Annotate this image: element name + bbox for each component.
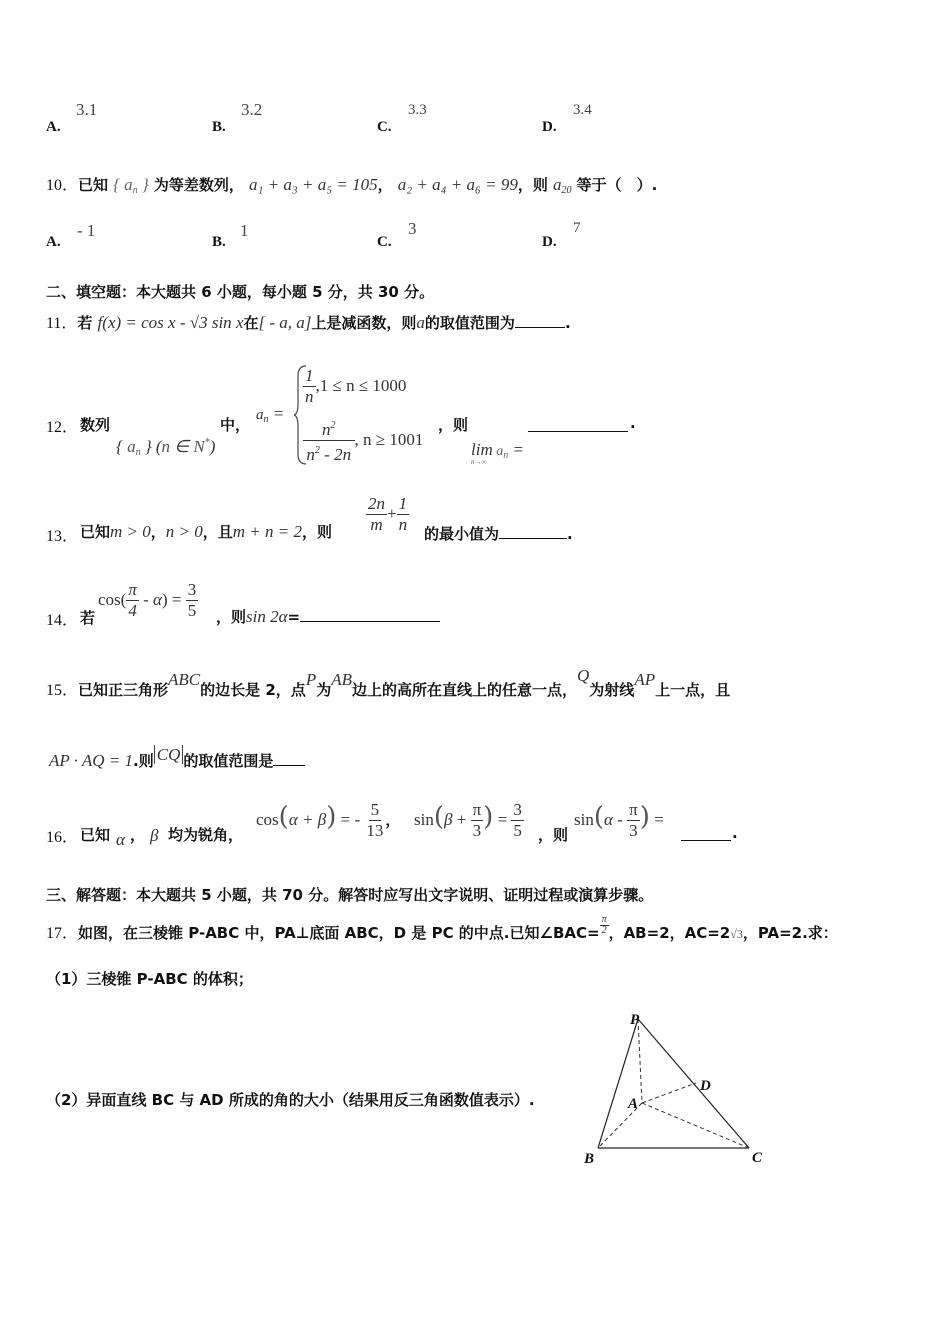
q16-text-1: 已知 — [80, 826, 111, 844]
q13-expression: $\frac{2n}{m}$ + $\frac{1}{n}$ — [368, 494, 408, 534]
q15-number: 15． — [46, 682, 79, 699]
vertex-b-label: B — [584, 1151, 595, 1167]
q11-text-2: 在 — [243, 314, 259, 332]
q12-case-2-fraction: $\frac{n^2}{n^2 - 2n}$ — [303, 416, 355, 465]
q15-text-5: 为射线 — [589, 681, 635, 699]
q12-text-2: 中， — [220, 416, 251, 434]
q9-option-c-value: 3.3 — [408, 102, 427, 118]
q12-an-equals: $a_n$ = — [256, 404, 285, 425]
q15-answer-blank[interactable] — [273, 751, 305, 766]
q11-interval: [ - a, a] — [258, 313, 312, 332]
vertex-c-label: C — [752, 1150, 763, 1166]
q13-end: . — [567, 525, 573, 543]
q14-frac-35: $\frac{3}{5}$ — [187, 580, 197, 620]
q9-option-a-label: A. — [46, 119, 61, 135]
vertex-a-label: A — [628, 1096, 639, 1112]
q10-option-a-value: - 1 — [77, 221, 96, 240]
q10-option-d-label: D. — [542, 234, 557, 250]
q15-text-8: 的取值范围是 — [183, 752, 274, 770]
q9-option-c-label: C. — [377, 119, 392, 135]
q17-part-2: （2）异面直线 BC 与 AD 所成的角的大小（结果用反三角函数值表示）. — [46, 1091, 535, 1109]
q17-number: 17． — [46, 925, 79, 942]
edge-pa — [638, 1019, 642, 1103]
q10-sequence-an: { $a_n$ } — [113, 175, 149, 196]
q12-case-2 — [303, 416, 423, 465]
q9-option-a — [46, 116, 61, 136]
q16-text-2: 均为锐角， — [168, 826, 244, 844]
q16-equation-3: sin(α - $\frac{\pi}{3}$ ) = — [574, 800, 664, 840]
q15-abc: ABC — [168, 670, 201, 689]
q16-frac-pi3-a: $\frac{\pi}{3}$ — [472, 800, 482, 840]
q10-sep: ， — [377, 176, 393, 194]
q10-text-3: ，则 — [517, 176, 548, 194]
q10-option-a-label: A. — [46, 234, 61, 250]
edge-ad — [642, 1083, 696, 1103]
q14-text-1: 若 — [80, 609, 96, 627]
q12-case-1-condition: ,1 ≤ n ≤ 1000 — [315, 376, 407, 395]
q13-cond-1: m > 0 — [110, 522, 151, 541]
q10-text-1: 已知 — [78, 176, 109, 194]
q15-text-4: 边上的高所在直线上的任意一点， — [352, 681, 578, 699]
q12-case-1-fraction: $\frac{1}{n}$ — [305, 366, 314, 406]
q15-ab: AB — [331, 670, 352, 689]
q15-text-2: 的边长是 2，点 — [200, 681, 306, 699]
q13-frac-2: $\frac{1}{n}$ — [398, 494, 408, 534]
q15-text-3: 为 — [316, 681, 332, 699]
edge-ac — [642, 1103, 749, 1148]
q12-number: 12． — [46, 419, 79, 436]
q10-text-4: 等于（ ）. — [576, 176, 658, 194]
q10-text-2: 为等差数列， — [153, 176, 244, 194]
q12-case-2-condition: , n ≥ 1001 — [354, 430, 424, 449]
q10-equation-1: a₁ + a₃ + a₅ = 105 — [248, 175, 378, 194]
q16-frac-pi3-b: $\frac{\pi}{3}$ — [629, 800, 638, 840]
q12-text-1: 数列 — [80, 416, 111, 434]
q9-option-c — [377, 116, 392, 136]
q13-frac-1: $\frac{2n}{m}$ — [368, 494, 385, 534]
q15-line-1 — [46, 666, 731, 700]
q16-alpha: α — [116, 830, 125, 849]
q17-text-b: ，AB=2，AC=2 — [608, 924, 731, 942]
q17-text-a: 如图，在三棱锥 P-ABC 中，PA⊥底面 ABC，D 是 PC 的中点.已知∠BAC= — [78, 924, 600, 942]
q14-tail — [216, 606, 440, 627]
q11-end: . — [564, 314, 571, 332]
q16-equation-1: cos(α + β) = - $\frac{5}{13}$ ， — [256, 800, 401, 840]
q12-limit: $\lim a_n$ = n→∞ — [471, 440, 524, 466]
q11-text-4: 的取值范围为 — [424, 314, 515, 332]
q13-line — [80, 521, 332, 542]
q9-option-a-value: 3.1 — [76, 100, 98, 119]
q16-answer-blank[interactable] — [681, 826, 731, 841]
q17-text-c: ，PA=2.求： — [742, 924, 838, 942]
q17-frac-pi2: $\frac{\pi}{2}$ — [601, 914, 607, 936]
q16-end: . — [732, 824, 738, 842]
q10-number: 10． — [46, 177, 79, 194]
q14-equals: = — [287, 608, 301, 626]
q13-text-3: ，则 — [302, 523, 333, 541]
q14-text-2: ，则 — [216, 608, 247, 626]
q11-number: 11． — [46, 315, 78, 332]
q14-answer-blank[interactable] — [300, 607, 440, 622]
q11-variable-a: a — [416, 313, 425, 332]
q16-number: 16． — [46, 829, 79, 846]
q12-limit-sub: n→∞ — [471, 458, 487, 466]
q9-option-d-label: D. — [542, 119, 557, 135]
q9-option-d — [542, 116, 557, 136]
q15-p: P — [305, 670, 317, 689]
q12-text-3: ，则 — [438, 416, 469, 434]
q13-sep: ， — [150, 523, 166, 541]
q16-text-3: ，则 — [538, 826, 569, 844]
q17-sqrt3: √3 — [730, 927, 743, 941]
tetrahedron-figure — [576, 1005, 776, 1175]
q15-q: Q — [577, 666, 590, 685]
q10-line — [46, 172, 657, 196]
q13-number: 13． — [46, 528, 79, 545]
q13-text-4: 的最小值为 — [424, 525, 500, 543]
vertex-p-label: P — [630, 1012, 640, 1028]
q9-option-d-value: 3.4 — [573, 102, 592, 118]
q12-answer-blank[interactable] — [528, 417, 628, 432]
q16-frac-5-13: $\frac{5}{13}$ — [366, 800, 384, 840]
section-3-heading: 三、解答题：本大题共 5 小题，共 70 分。解答时应写出文字说明、证明过程或演算步骤。 — [46, 886, 654, 904]
edge-pb — [598, 1019, 638, 1148]
q15-text-6: 上一点，且 — [655, 681, 731, 699]
q11-answer-blank[interactable] — [515, 313, 565, 328]
q12-sequence: { $a_n$ } (n ∈ N*) — [116, 437, 216, 458]
q15-text-1: 已知正三角形 — [78, 681, 169, 699]
q15-text-7: .则 — [133, 752, 154, 770]
q14-number: 14． — [46, 612, 79, 629]
q15-line-2 — [49, 745, 305, 771]
q10-a20: $a_{20}$ — [552, 175, 572, 196]
edge-pc — [638, 1019, 749, 1148]
q12-end: . — [630, 414, 636, 432]
q11-text-1: 若 — [77, 314, 93, 332]
q15-cq: CQ — [154, 745, 184, 764]
q17-line — [46, 914, 838, 944]
q17-part-1: （1）三棱锥 P-ABC 的体积； — [46, 970, 253, 988]
section-2-heading: 二、填空题：本大题共 6 小题，每小题 5 分，共 30 分。 — [46, 283, 435, 301]
q14-equation: cos( $\frac{\pi}{4}$ - α) = $\frac{3}{5}$ — [98, 580, 197, 620]
q10-option-d-value: 7 — [573, 220, 581, 236]
q13-tail — [424, 523, 573, 544]
q13-text-1: 已知 — [80, 523, 111, 541]
q13-cond-2: n > 0 — [165, 522, 203, 541]
q13-text-2: ，且 — [202, 523, 233, 541]
q15-ap: AP — [634, 670, 656, 689]
q11-function: f(x) = cos x - √3 sin x — [97, 313, 244, 332]
q16-equation-2: sin(β + $\frac{\pi}{3}$ ) = $\frac{3}{5}$ — [414, 800, 522, 840]
q11-text-3: 上是减函数，则 — [311, 314, 417, 332]
q16-beta: β — [150, 826, 159, 845]
q9-option-b — [212, 116, 226, 136]
q11-line — [46, 310, 571, 333]
q10-option-c-value: 3 — [408, 219, 417, 238]
vertex-d-label: D — [700, 1078, 711, 1094]
q13-cond-3: m + n = 2 — [232, 522, 303, 541]
q9-option-b-value: 3.2 — [241, 100, 263, 119]
q12-case-1 — [303, 366, 406, 407]
q10-option-b-value: 1 — [240, 221, 249, 240]
q9-option-b-label: B. — [212, 119, 226, 135]
q15-dot-product: AP · AQ = 1 — [49, 751, 134, 770]
q14-expression: sin 2α — [246, 607, 288, 626]
q16-sep: ， — [130, 826, 146, 844]
q10-option-c-label: C. — [377, 234, 392, 250]
q16-frac-3-5: $\frac{3}{5}$ — [513, 800, 522, 840]
q13-answer-blank[interactable] — [499, 524, 567, 539]
q10-option-b-label: B. — [212, 234, 226, 250]
q10-equation-2: a₂ + a₄ + a₆ = 99 — [397, 175, 518, 194]
q14-frac-pi4: $\frac{\pi}{4}$ — [128, 580, 137, 620]
